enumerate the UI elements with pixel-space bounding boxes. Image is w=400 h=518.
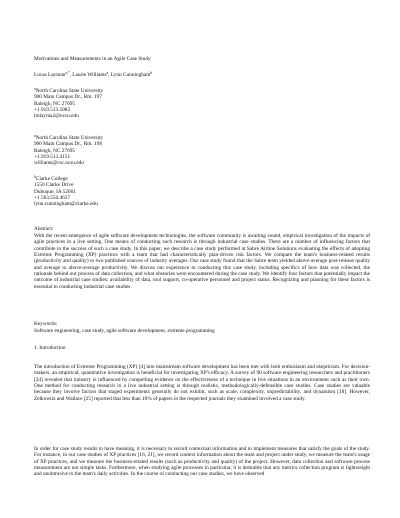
affiliation-line: +1.919.513.5082 xyxy=(34,107,71,114)
introduction-paragraph-1: The introduction of Extreme Programming (XP) [4] into mainstream software development has been met with both enthusiasm and skepticism. For decision-makers, an empirical, quantitative investigation is beneficial for investigating XP's efficacy. A survey of 90 software engineering researchers and practitioners [24] revealed that industry is influenced by compelling evidence on the effectiveness of a technique in live situations in an environment such as their own. One method for conducting research in a live industrial setting is through realistic, methodologically-defensible case studies. Case studies are valuable because they involve factors that staged experiments generally do not exhibit, such as scale, complexity, unpredictability, and dynamism [18]. However, Zelkowitz and Wallace [25] reported that less than 10% of papers in the respected journals they examined involved a case study. xyxy=(34,364,370,402)
affiliation-email: lynn.cunningham@clarke.edu xyxy=(34,201,98,208)
author-1: Lucas Layman xyxy=(34,72,66,78)
affiliation-line: +1.563.556.4637 xyxy=(34,195,71,202)
affiliation-sup: b xyxy=(34,175,36,179)
introduction-paragraph-2: In order for case study results to have meaning, it is necessary to record contextual information and to implement measures that satisfy the goals of the study. For instance, in our case studies of XP practices [16, 21], we record context information about the team and project under study, we measure the team's usage of XP practices, and we measure the business-related results (such as productivity and quality) of the project. However, data collection and software process measurement are not simple tasks. Furthermore, when studying agile processes in particular, it is desirable that any metrics collection program is lightweight and unobtrusive to the team's daily activities. In the course of conducting our case studies, we have observed xyxy=(34,446,370,478)
affiliation-line: 1550 Clarke Drive xyxy=(34,182,74,189)
affiliation-3 xyxy=(34,176,370,208)
affiliation-2 xyxy=(34,135,370,167)
keywords-heading: Keywords: xyxy=(34,321,58,327)
affiliation-text: North Carolina State University xyxy=(35,88,104,94)
affiliation-line: Raleigh, NC 27695 xyxy=(34,147,76,154)
author-3-sup: b xyxy=(150,71,153,75)
affiliation-sup: a xyxy=(34,87,36,91)
author-line xyxy=(34,72,370,78)
abstract-body: With the recent emergence of agile software development technologies, the software community is awaiting sound, empirical investigation of the impacts of agile practices in a live setting. One means of conducting such research is through industrial case studies. There are a number of influencing factors that contribute to the success of such a case study. In this paper, we describe a case study performed at Sabre Airline Solutions evaluating the effects of adopting Extreme Programming (XP) practices with a team that had characteristically plan-driven risk factors. We compare the team's business-related results (productivity and quality) to two published sources of industry averages. Our case study found that the Sabre team yielded above-average post-release quality and average to above-average productivity. We discuss our experience in conducting this case study, including specifics of how data was collected, the rationale behind our process of data collection, and what obstacles were encountered during the case study. We identify four factors that potentially impact the outcome of industrial case studies: availability of data, tool support, co-operative personnel and project status. Recognizing and planning for these factors is essential to conducting industrial case studies. xyxy=(34,233,370,290)
affiliation-line: Dubuque, IA 52001 xyxy=(34,188,76,195)
affiliation-1 xyxy=(34,88,370,120)
keywords-text: Software engineering, case study, agile software development, extreme programming xyxy=(34,328,215,334)
author-1-sup: a,* xyxy=(65,71,70,75)
abstract-heading: Abstract: xyxy=(34,226,54,232)
section-heading-introduction: 1. Introduction xyxy=(34,345,66,351)
affiliation-line: Raleigh, NC 27695 xyxy=(34,100,76,107)
affiliation-sup: a xyxy=(34,134,36,138)
paper-title: Motivations and Measurements in an Agile Case Study xyxy=(34,56,151,62)
affiliation-email: lmlayma2@ncsu.edu xyxy=(34,113,79,120)
author-2-sup: a xyxy=(106,71,109,75)
affiliation-line: 900 Main Campus Dr., Rm. 198 xyxy=(34,141,102,148)
author-3: , Lynn Cunningham xyxy=(108,72,151,78)
affiliation-text: Clarke College xyxy=(35,176,68,182)
affiliation-line: 900 Main Campus Dr., Rm. 197 xyxy=(34,94,102,101)
affiliation-text: North Carolina State University xyxy=(35,135,104,141)
author-2: , Laurie Williams xyxy=(69,72,107,78)
affiliation-email: williams@csc.ncsu.edu xyxy=(34,160,84,167)
affiliation-line: +1.919.513.4151 xyxy=(34,154,71,161)
